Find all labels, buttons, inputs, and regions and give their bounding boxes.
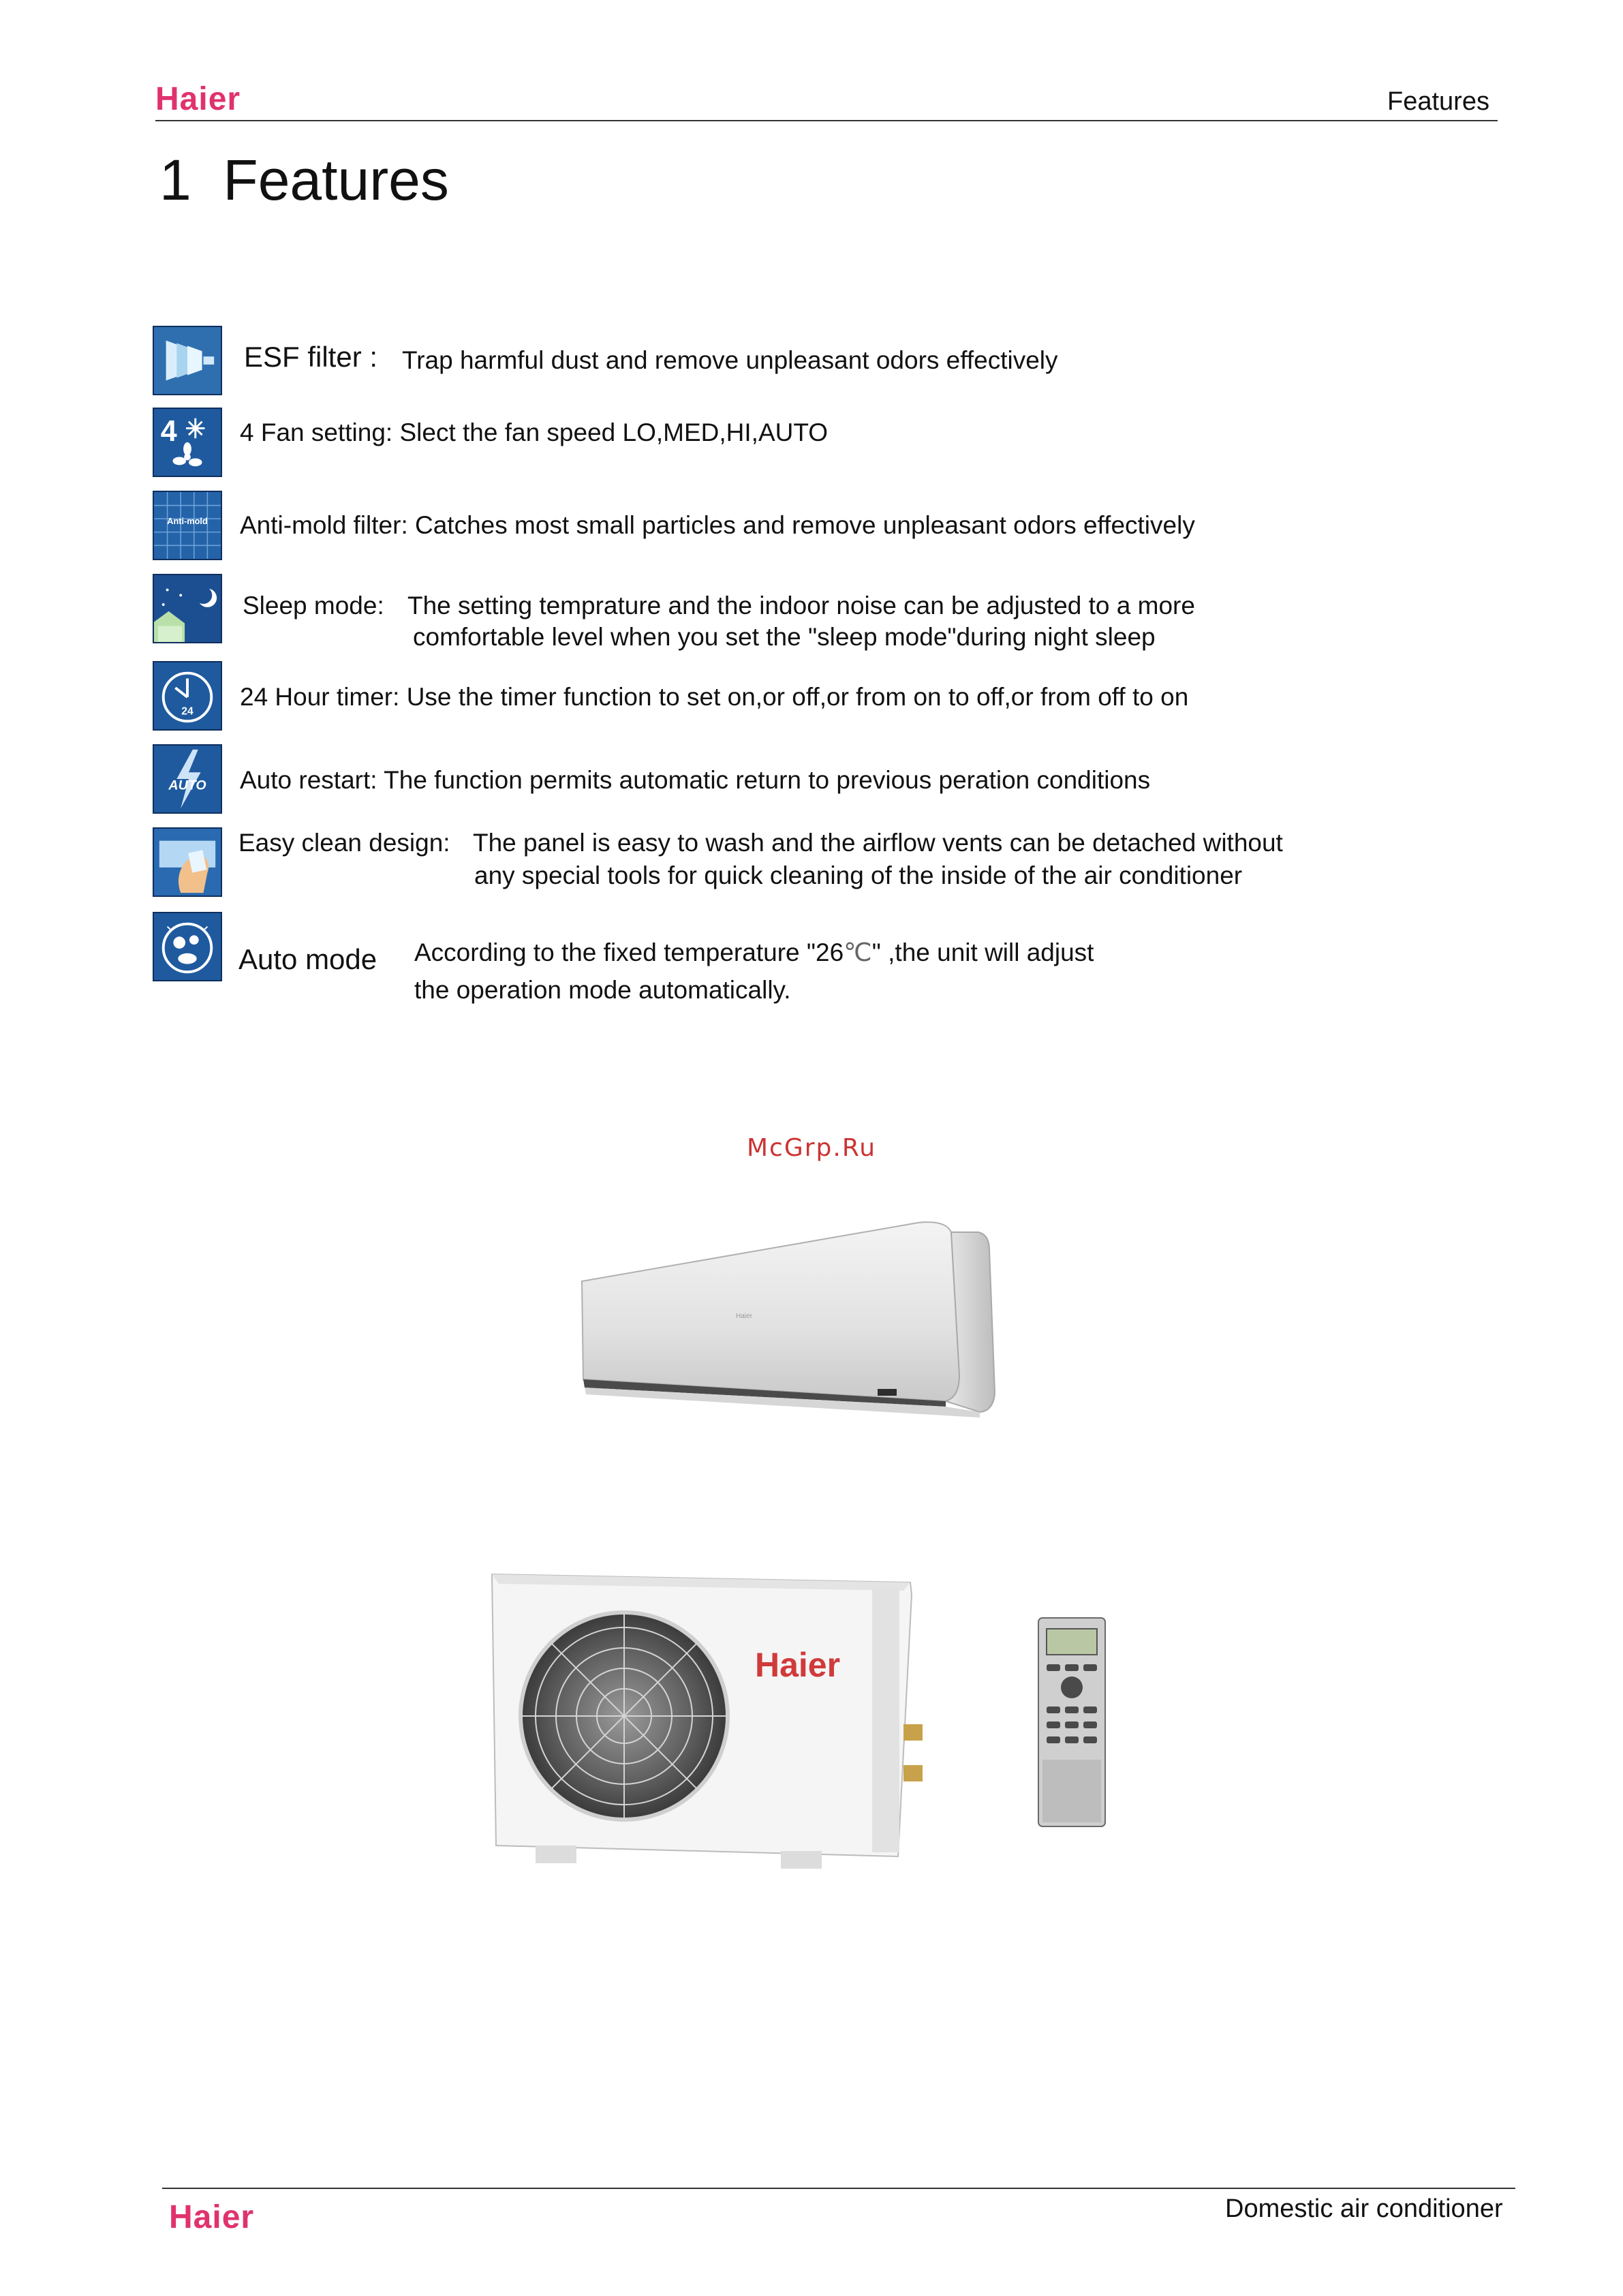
feature-easyclean-line1: The panel is easy to wash and the airflow vents can be detached without xyxy=(473,829,1283,857)
feature-autorestart-text: Auto restart: The function permits automatic return to previous peration conditions xyxy=(240,766,1151,794)
remote-control-image xyxy=(1037,1617,1107,1828)
auto-restart-icon-text: AUTO xyxy=(168,778,206,793)
footer-logo: Haier xyxy=(169,2199,255,2235)
watermark: McGrp.Ru xyxy=(747,1134,877,1162)
svg-text:4: 4 xyxy=(160,415,177,448)
auto-restart-icon xyxy=(153,744,222,814)
feature-easyclean-label: Easy clean design: xyxy=(238,829,450,857)
page-title: 1 Features xyxy=(159,148,449,212)
feature-automode-line1 xyxy=(414,938,1094,967)
feature-automode-line2: the operation mode automatically. xyxy=(414,976,791,1004)
feature-sleep-line1: The setting temprature and the indoor noise can be adjusted to a more xyxy=(407,592,1195,619)
feature-sleep-label: Sleep mode: xyxy=(243,592,384,619)
feature-esf-text: Trap harmful dust and remove unpleasant odors effectively xyxy=(402,346,1058,374)
fan-speed-icon xyxy=(153,408,222,477)
outdoor-unit-image xyxy=(481,1567,927,1878)
sleep-moon-icon xyxy=(153,574,222,643)
footer-caption: Domestic air conditioner xyxy=(1225,2194,1503,2223)
header-section-title: Features xyxy=(1387,87,1489,116)
timer-icon-text: 24 xyxy=(181,705,194,718)
feature-automode-label: Auto mode xyxy=(238,943,377,975)
anti-mold-icon xyxy=(153,491,222,560)
feature-automode-line1a: According to the fixed temperature "26 xyxy=(414,938,844,966)
esf-filter-icon xyxy=(153,326,222,395)
header-rule xyxy=(155,120,1498,121)
auto-mode-icon xyxy=(153,912,222,981)
timer-clock-icon xyxy=(153,661,222,731)
anti-mold-icon-text: Anti-mold xyxy=(167,516,208,527)
header-logo: Haier xyxy=(155,81,241,117)
indoor-unit-logo: Haier xyxy=(736,1313,752,1320)
feature-automode-line1b: " ,the unit will adjust xyxy=(871,938,1094,966)
indoor-unit-image xyxy=(578,1219,996,1420)
footer-rule xyxy=(162,2188,1515,2189)
feature-antimold-text: Anti-mold filter: Catches most small particles and remove unpleasant odors effectively xyxy=(240,511,1195,539)
feature-esf-label: ESF filter : xyxy=(244,341,378,373)
feature-sleep-line2: comfortable level when you set the "sleep mode"during night sleep xyxy=(413,623,1156,651)
feature-fan-text: 4 Fan setting: Slect the fan speed LO,MED,HI,AUTO xyxy=(240,418,829,446)
easy-clean-icon xyxy=(153,827,222,897)
outdoor-unit-logo: Haier xyxy=(755,1646,841,1684)
feature-easyclean-line2: any special tools for quick cleaning of the inside of the air conditioner xyxy=(474,861,1243,889)
feature-timer-text: 24 Hour timer: Use the timer function to set on,or off,or from on to off,or from off to on xyxy=(240,683,1189,711)
temperature-unit: ℃ xyxy=(844,938,872,966)
